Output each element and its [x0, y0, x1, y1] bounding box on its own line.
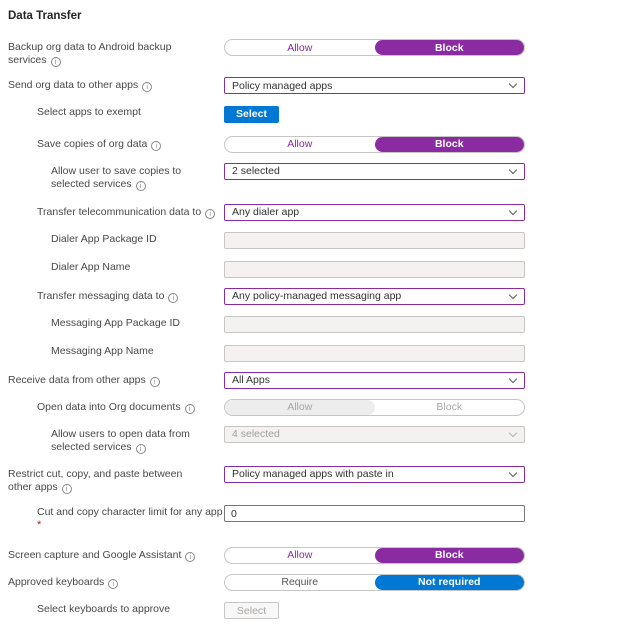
info-icon[interactable]: i — [51, 57, 61, 67]
info-icon[interactable]: i — [136, 444, 146, 454]
allow-user-to-save-copies-to-selected-serv-dropdown[interactable] — [224, 163, 525, 180]
setting-row — [8, 259, 624, 278]
select-keyboards-to-approve-button: Select — [224, 602, 279, 619]
toggle-option-allow[interactable]: Allow — [287, 549, 313, 561]
chevron-down-icon — [509, 80, 517, 88]
allow-users-to-open-data-from-selected-ser-label: Allow users to open data from selected services — [51, 427, 190, 453]
setting-control — [224, 372, 525, 389]
setting-label-wrap — [8, 574, 224, 591]
dropdown-selected-value: Policy managed apps — [232, 79, 333, 92]
save-copies-of-org-data-label: Save copies of org data — [37, 137, 148, 150]
cut-and-copy-character-limit-for-any-app-label: Cut and copy character limit for any app — [37, 505, 223, 518]
save-copies-of-org-data-toggle[interactable] — [224, 136, 525, 153]
chevron-down-icon — [509, 428, 517, 436]
transfer-telecommunication-data-to-dropdown[interactable] — [224, 204, 525, 221]
setting-control — [224, 399, 525, 416]
setting-row — [8, 77, 624, 94]
messaging-app-name-label: Messaging App Name — [51, 345, 154, 357]
open-data-into-org-documents-toggle — [224, 399, 525, 416]
setting-label-wrap — [8, 231, 224, 250]
receive-data-from-other-apps-dropdown[interactable] — [224, 372, 525, 389]
open-data-into-org-documents-label: Open data into Org documents — [37, 400, 181, 413]
allow-user-to-save-copies-to-selected-serv-label: Allow user to save copies to selected services — [51, 164, 182, 190]
toggle-option-allow: Allow — [225, 400, 375, 415]
setting-control — [224, 39, 525, 67]
send-org-data-to-other-apps-dropdown[interactable] — [224, 77, 525, 94]
dialer-app-package-id-input — [224, 232, 525, 249]
messaging-app-package-id-input — [224, 316, 525, 333]
select-apps-to-exempt-button[interactable]: Select — [224, 106, 279, 123]
info-icon[interactable]: i — [205, 209, 215, 219]
setting-control — [224, 288, 525, 305]
info-icon[interactable]: i — [185, 404, 195, 414]
setting-row — [8, 343, 624, 362]
setting-row — [8, 601, 624, 620]
dropdown-selected-value: Any policy-managed messaging app — [232, 290, 402, 302]
setting-label-wrap — [8, 288, 224, 305]
toggle-option-allow[interactable]: Allow — [287, 41, 313, 54]
setting-label-wrap — [8, 39, 224, 67]
messaging-app-package-id-label: Messaging App Package ID — [51, 316, 180, 329]
toggle-option-not-required[interactable]: Not required — [375, 575, 525, 590]
dropdown-selected-value: Any dialer app — [232, 206, 300, 218]
toggle-option-block[interactable]: Block — [375, 548, 525, 563]
info-icon[interactable]: i — [151, 141, 161, 151]
setting-label-wrap — [8, 315, 224, 334]
dialer-app-package-id-label: Dialer App Package ID — [51, 232, 157, 245]
toggle-option-block[interactable]: Block — [375, 137, 525, 152]
dropdown-selected-value: All Apps — [232, 374, 270, 386]
allow-users-to-open-data-from-selected-ser-dropdown — [224, 426, 525, 443]
restrict-cut-copy-and-paste-between-other--label: Restrict cut, copy, and paste between other apps — [8, 467, 183, 493]
setting-label-wrap — [8, 136, 224, 153]
backup-org-data-to-android-backup-services-label: Backup org data to Android backup services — [8, 41, 172, 66]
setting-label-wrap — [8, 343, 224, 362]
setting-row — [8, 231, 624, 250]
send-org-data-to-other-apps-label: Send org data to other apps — [8, 79, 139, 91]
setting-row — [8, 547, 624, 564]
chevron-down-icon — [509, 374, 517, 382]
setting-label-wrap — [8, 163, 224, 191]
setting-row — [8, 163, 624, 191]
chevron-down-icon — [509, 290, 517, 298]
info-icon[interactable]: i — [185, 552, 195, 562]
section-title: Data Transfer — [8, 10, 82, 22]
setting-label-wrap — [8, 104, 224, 123]
info-icon[interactable]: i — [142, 82, 152, 92]
toggle-option-block[interactable]: Block — [375, 40, 525, 55]
setting-row — [8, 39, 624, 67]
info-icon[interactable]: i — [62, 484, 72, 494]
setting-label-wrap — [8, 601, 224, 620]
info-icon[interactable]: i — [136, 181, 146, 191]
transfer-telecommunication-data-to-label: Transfer telecommunication data to — [37, 205, 202, 218]
chevron-down-icon — [509, 206, 517, 214]
setting-control — [224, 547, 525, 564]
setting-row — [8, 288, 624, 305]
screen-capture-and-google-assistant-label: Screen capture and Google Assistant — [8, 548, 182, 561]
setting-row — [8, 104, 624, 123]
toggle-option-block: Block — [436, 401, 463, 413]
setting-control — [224, 601, 525, 620]
messaging-app-name-input — [224, 345, 525, 362]
setting-control — [224, 136, 525, 153]
setting-row — [8, 315, 624, 334]
dialer-app-name-label: Dialer App Name — [51, 261, 131, 273]
setting-label-wrap — [8, 399, 224, 416]
approved-keyboards-label: Approved keyboards — [8, 575, 105, 588]
setting-control — [224, 231, 525, 250]
info-icon[interactable]: i — [108, 579, 118, 589]
select-keyboards-to-approve-label: Select keyboards to approve — [37, 602, 171, 615]
chevron-down-icon — [509, 468, 517, 476]
chevron-down-icon — [509, 165, 517, 173]
required-asterisk: * — [37, 518, 42, 531]
backup-org-data-to-android-backup-services-toggle[interactable] — [224, 39, 525, 56]
setting-row — [8, 136, 624, 153]
setting-label-wrap — [8, 259, 224, 278]
toggle-option-require[interactable]: Require — [281, 576, 319, 588]
settings-rows — [8, 39, 624, 619]
select-apps-to-exempt-label: Select apps to exempt — [37, 106, 141, 118]
setting-control — [224, 204, 525, 221]
setting-control — [224, 163, 525, 191]
transfer-messaging-data-to-dropdown[interactable] — [224, 288, 525, 305]
dialer-app-name-input — [224, 261, 525, 278]
toggle-option-allow[interactable]: Allow — [287, 138, 313, 150]
dropdown-selected-value: 2 selected — [232, 165, 280, 177]
setting-label-wrap — [8, 204, 224, 221]
dropdown-selected-value: 4 selected — [232, 428, 280, 440]
setting-control — [224, 343, 525, 362]
setting-control — [224, 504, 525, 531]
setting-label-wrap — [8, 504, 224, 531]
info-icon[interactable]: i — [150, 377, 160, 387]
setting-row — [8, 466, 624, 494]
setting-row — [8, 372, 624, 389]
setting-row — [8, 426, 624, 454]
setting-control — [224, 574, 525, 591]
setting-label-wrap — [8, 547, 224, 564]
restrict-cut-copy-and-paste-between-other--dropdown[interactable] — [224, 466, 525, 483]
setting-label-wrap — [8, 77, 224, 94]
setting-control — [224, 426, 525, 454]
dropdown-selected-value: Policy managed apps with paste in — [232, 468, 394, 480]
setting-row — [8, 574, 624, 591]
setting-row — [8, 504, 624, 531]
setting-control — [224, 259, 525, 278]
setting-row — [8, 204, 624, 221]
receive-data-from-other-apps-label: Receive data from other apps — [8, 373, 146, 386]
setting-label-wrap — [8, 426, 224, 454]
approved-keyboards-toggle[interactable] — [224, 574, 525, 591]
setting-control — [224, 315, 525, 334]
setting-control — [224, 104, 525, 123]
setting-control — [224, 77, 525, 94]
setting-label-wrap — [8, 372, 224, 389]
transfer-messaging-data-to-label: Transfer messaging data to — [37, 289, 165, 302]
setting-label-wrap — [8, 466, 224, 494]
screen-capture-and-google-assistant-toggle[interactable] — [224, 547, 525, 564]
setting-control — [224, 466, 525, 494]
cut-and-copy-character-limit-for-any-app-input[interactable] — [224, 505, 525, 522]
info-icon[interactable]: i — [168, 293, 178, 303]
setting-row — [8, 399, 624, 416]
